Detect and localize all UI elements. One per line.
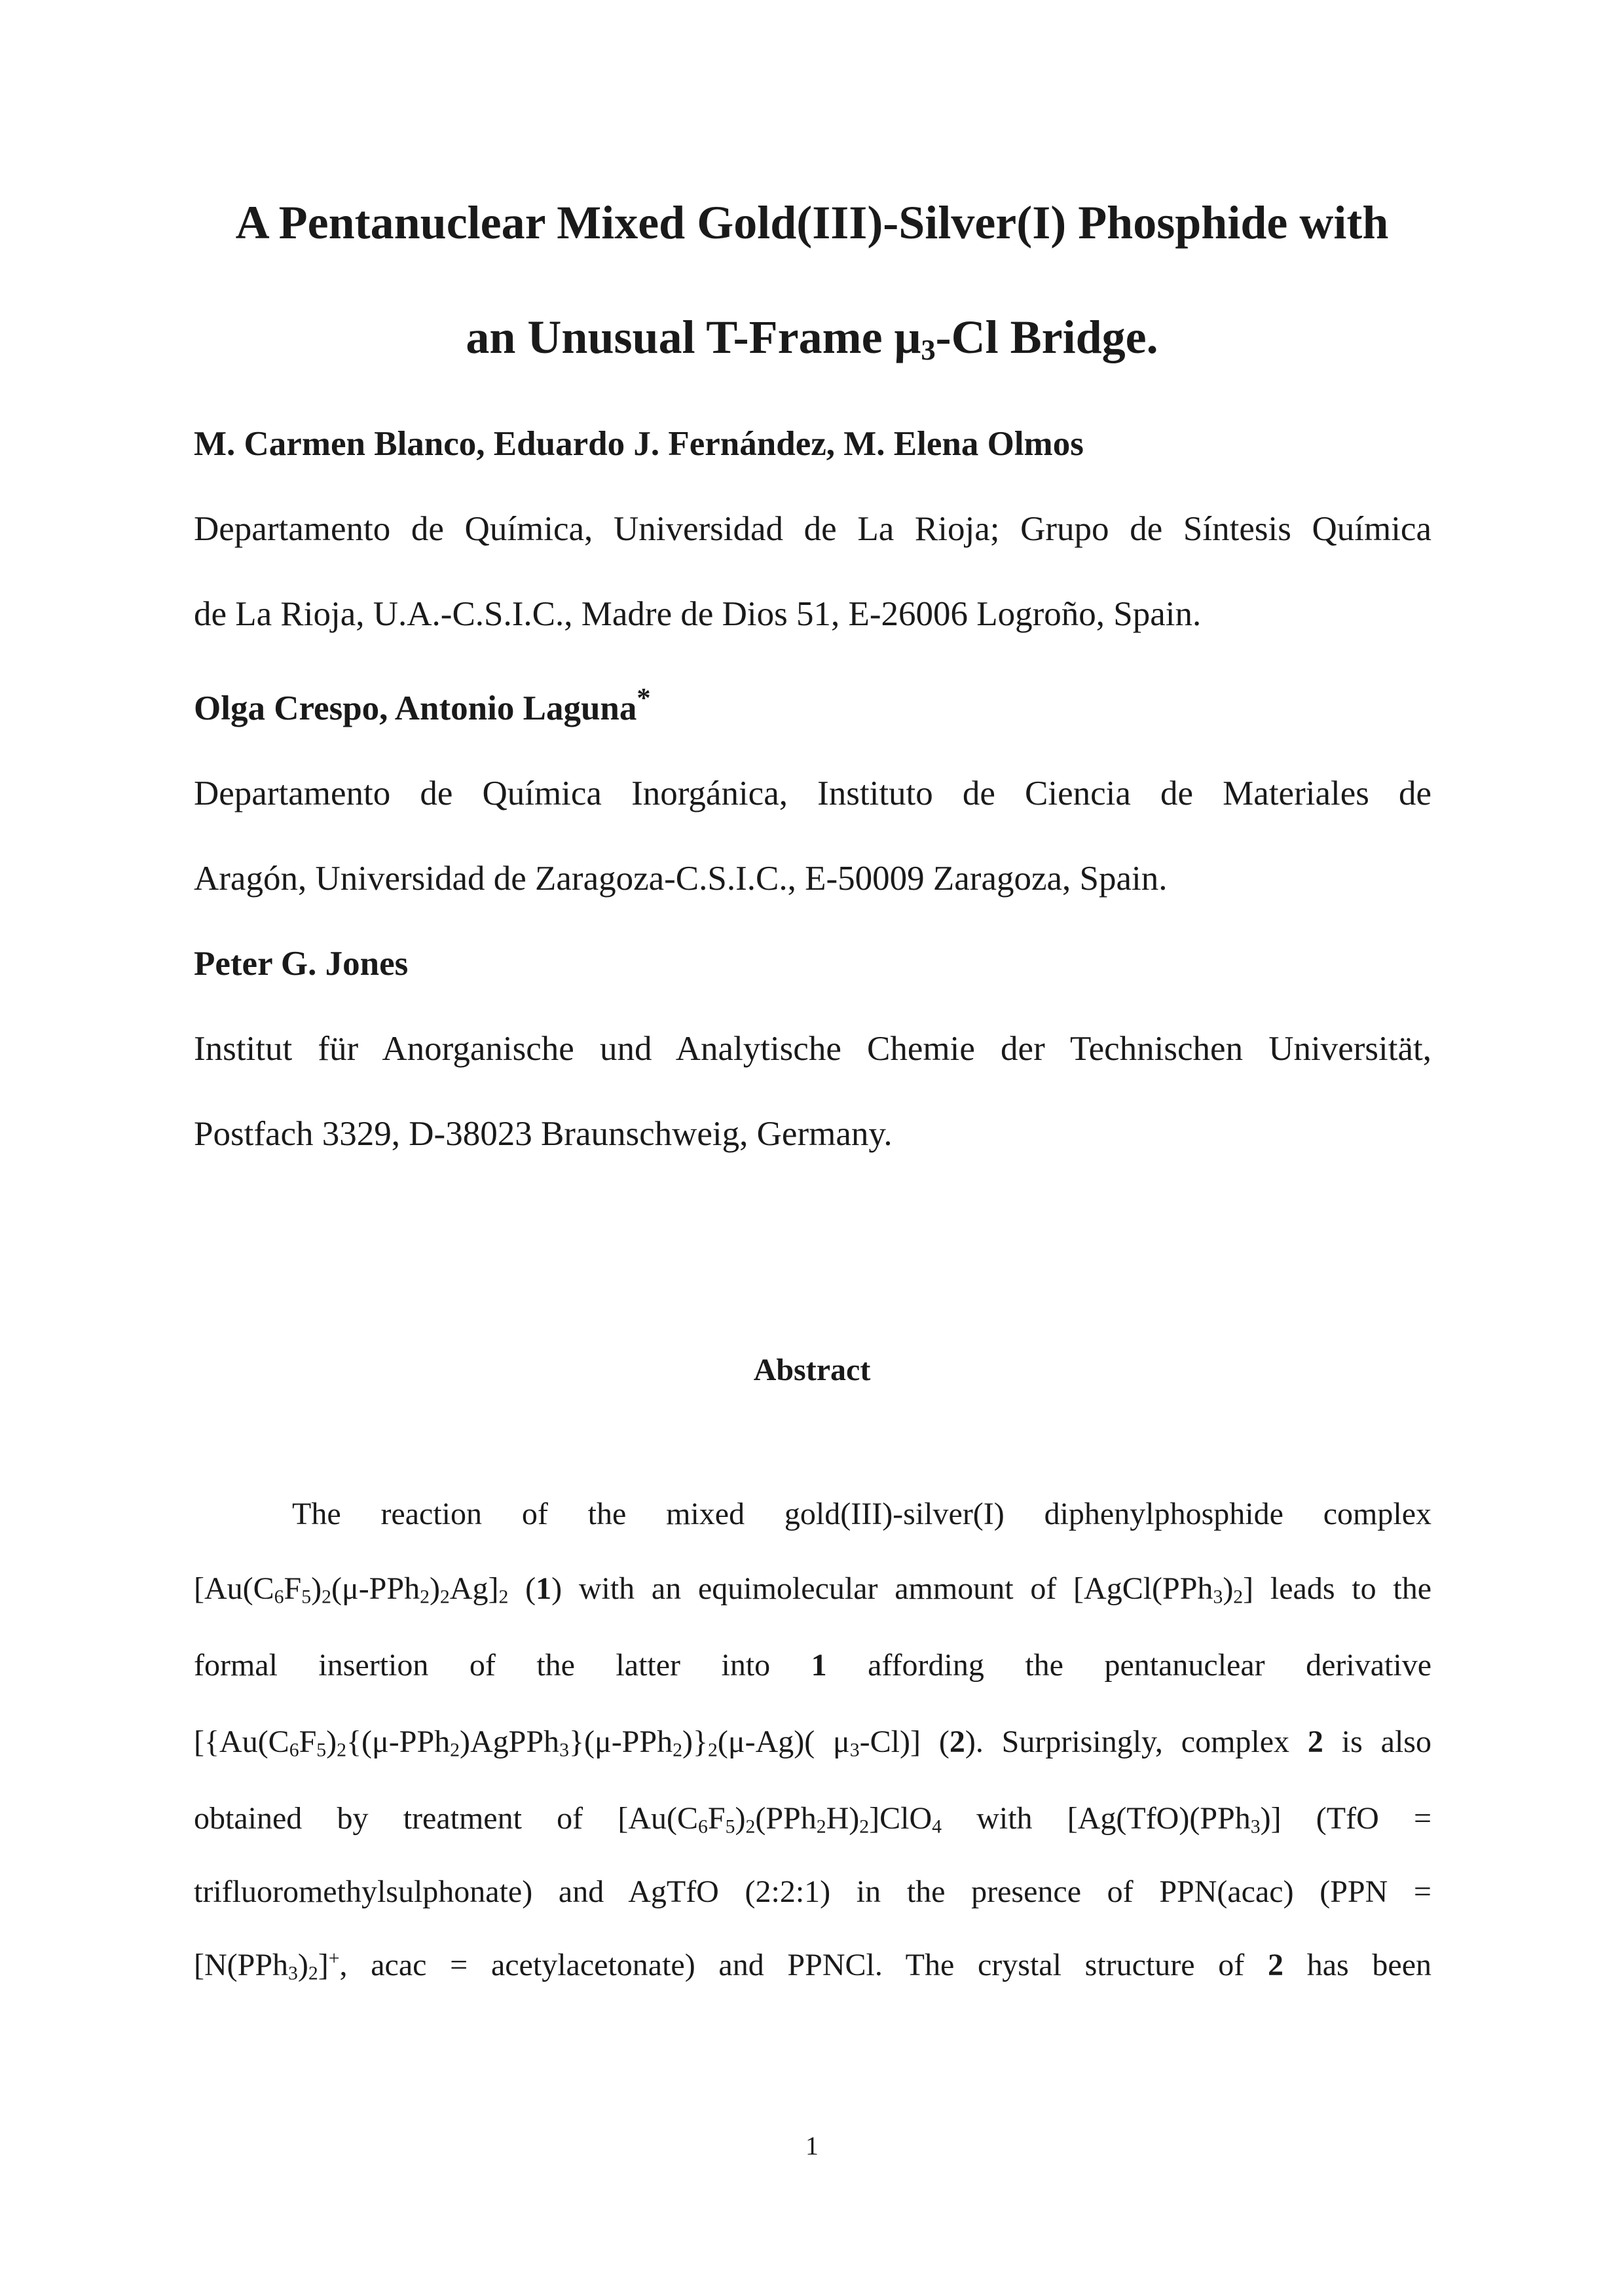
abstract-line-5: obtained by treatment of $[Au(C_6F_5)_2(PPh_2H)_2]ClO_4$ with [Ag(TfO)(PPh$_3$)] (TfO =: [194, 1801, 1432, 1838]
authors-group-2: [194, 682, 1431, 731]
affiliation-3-line-1: Institut für Anorganische und Analytische Chemie der Technischen Universität,: [194, 1030, 1431, 1068]
title-line-2-part-a: an Unusual T-Frame μ: [466, 311, 921, 363]
authors-group-2-names: Olga Crespo, Antonio Laguna: [194, 689, 637, 727]
affiliation-3-line-2: Postfach 3329, D-38023 Braunschweig, Germany.: [194, 1115, 893, 1153]
affiliation-1-line-2: de La Rioja, U.A.-C.S.I.C., Madre de Dios 51, E-26006 Logroño, Spain.: [194, 595, 1202, 633]
abstract-line-1: The reaction of the mixed gold(III)-silver(I) diphenylphosphide complex: [292, 1497, 1431, 1531]
affiliation-2-line-1: Departamento de Química Inorgánica, Instituto de Ciencia de Materiales de: [194, 774, 1431, 812]
affiliation-1-line-1: Departamento de Química, Universidad de La Rioja; Grupo de Síntesis Química: [194, 510, 1431, 548]
abstract-heading: Abstract: [753, 1353, 871, 1387]
abstract-line-6: trifluoromethylsulphonate) and AgTfO (2:2:1) in the presence of PPN(acac) (PPN =: [194, 1874, 1431, 1909]
abstract-line-3: formal insertion of the latter into 1 affording the pentanuclear derivative: [194, 1648, 1431, 1683]
title-line-2-part-b: -Cl Bridge.: [935, 311, 1158, 363]
title-line-1: A Pentanuclear Mixed Gold(III)-Silver(I) Phosphide with: [235, 196, 1389, 249]
title-mu-subscript: 3: [921, 333, 936, 366]
authors-group-1: M. Carmen Blanco, Eduardo J. Fernández, M. Elena Olmos: [194, 425, 1084, 463]
authors-group-3: Peter G. Jones: [194, 945, 409, 983]
abstract-line-7: $[N(PPh_3)_2]^+$, acac = acetylacetonate) and PPNCl. The crystal structure of 2 has been: [194, 1947, 1431, 1984]
page-number: 1: [805, 2131, 819, 2160]
abstract-line-2: $[Au(C_6F_5)_2(\mu-PPh_2)_2Ag]_2$ (1) with an equimolecular ammount of $[AgCl(PPh_3)_2]$ leads to the: [194, 1571, 1432, 1608]
affiliation-2-line-2: Aragón, Universidad de Zaragoza-C.S.I.C., E-50009 Zaragoza, Spain.: [194, 860, 1168, 898]
title-line-2: [0, 308, 1624, 367]
abstract-line-4: [$\{Au(C_6F_5)_2\{(\mu-PPh_2)AgPPh_3\}(\mu-PPh_2)\}_2(\mu-Ag)$( $\mu_3-Cl$)] (2). Surprisingly, complex 2 is also: [194, 1724, 1431, 1761]
corresponding-author-mark: *: [637, 682, 651, 714]
